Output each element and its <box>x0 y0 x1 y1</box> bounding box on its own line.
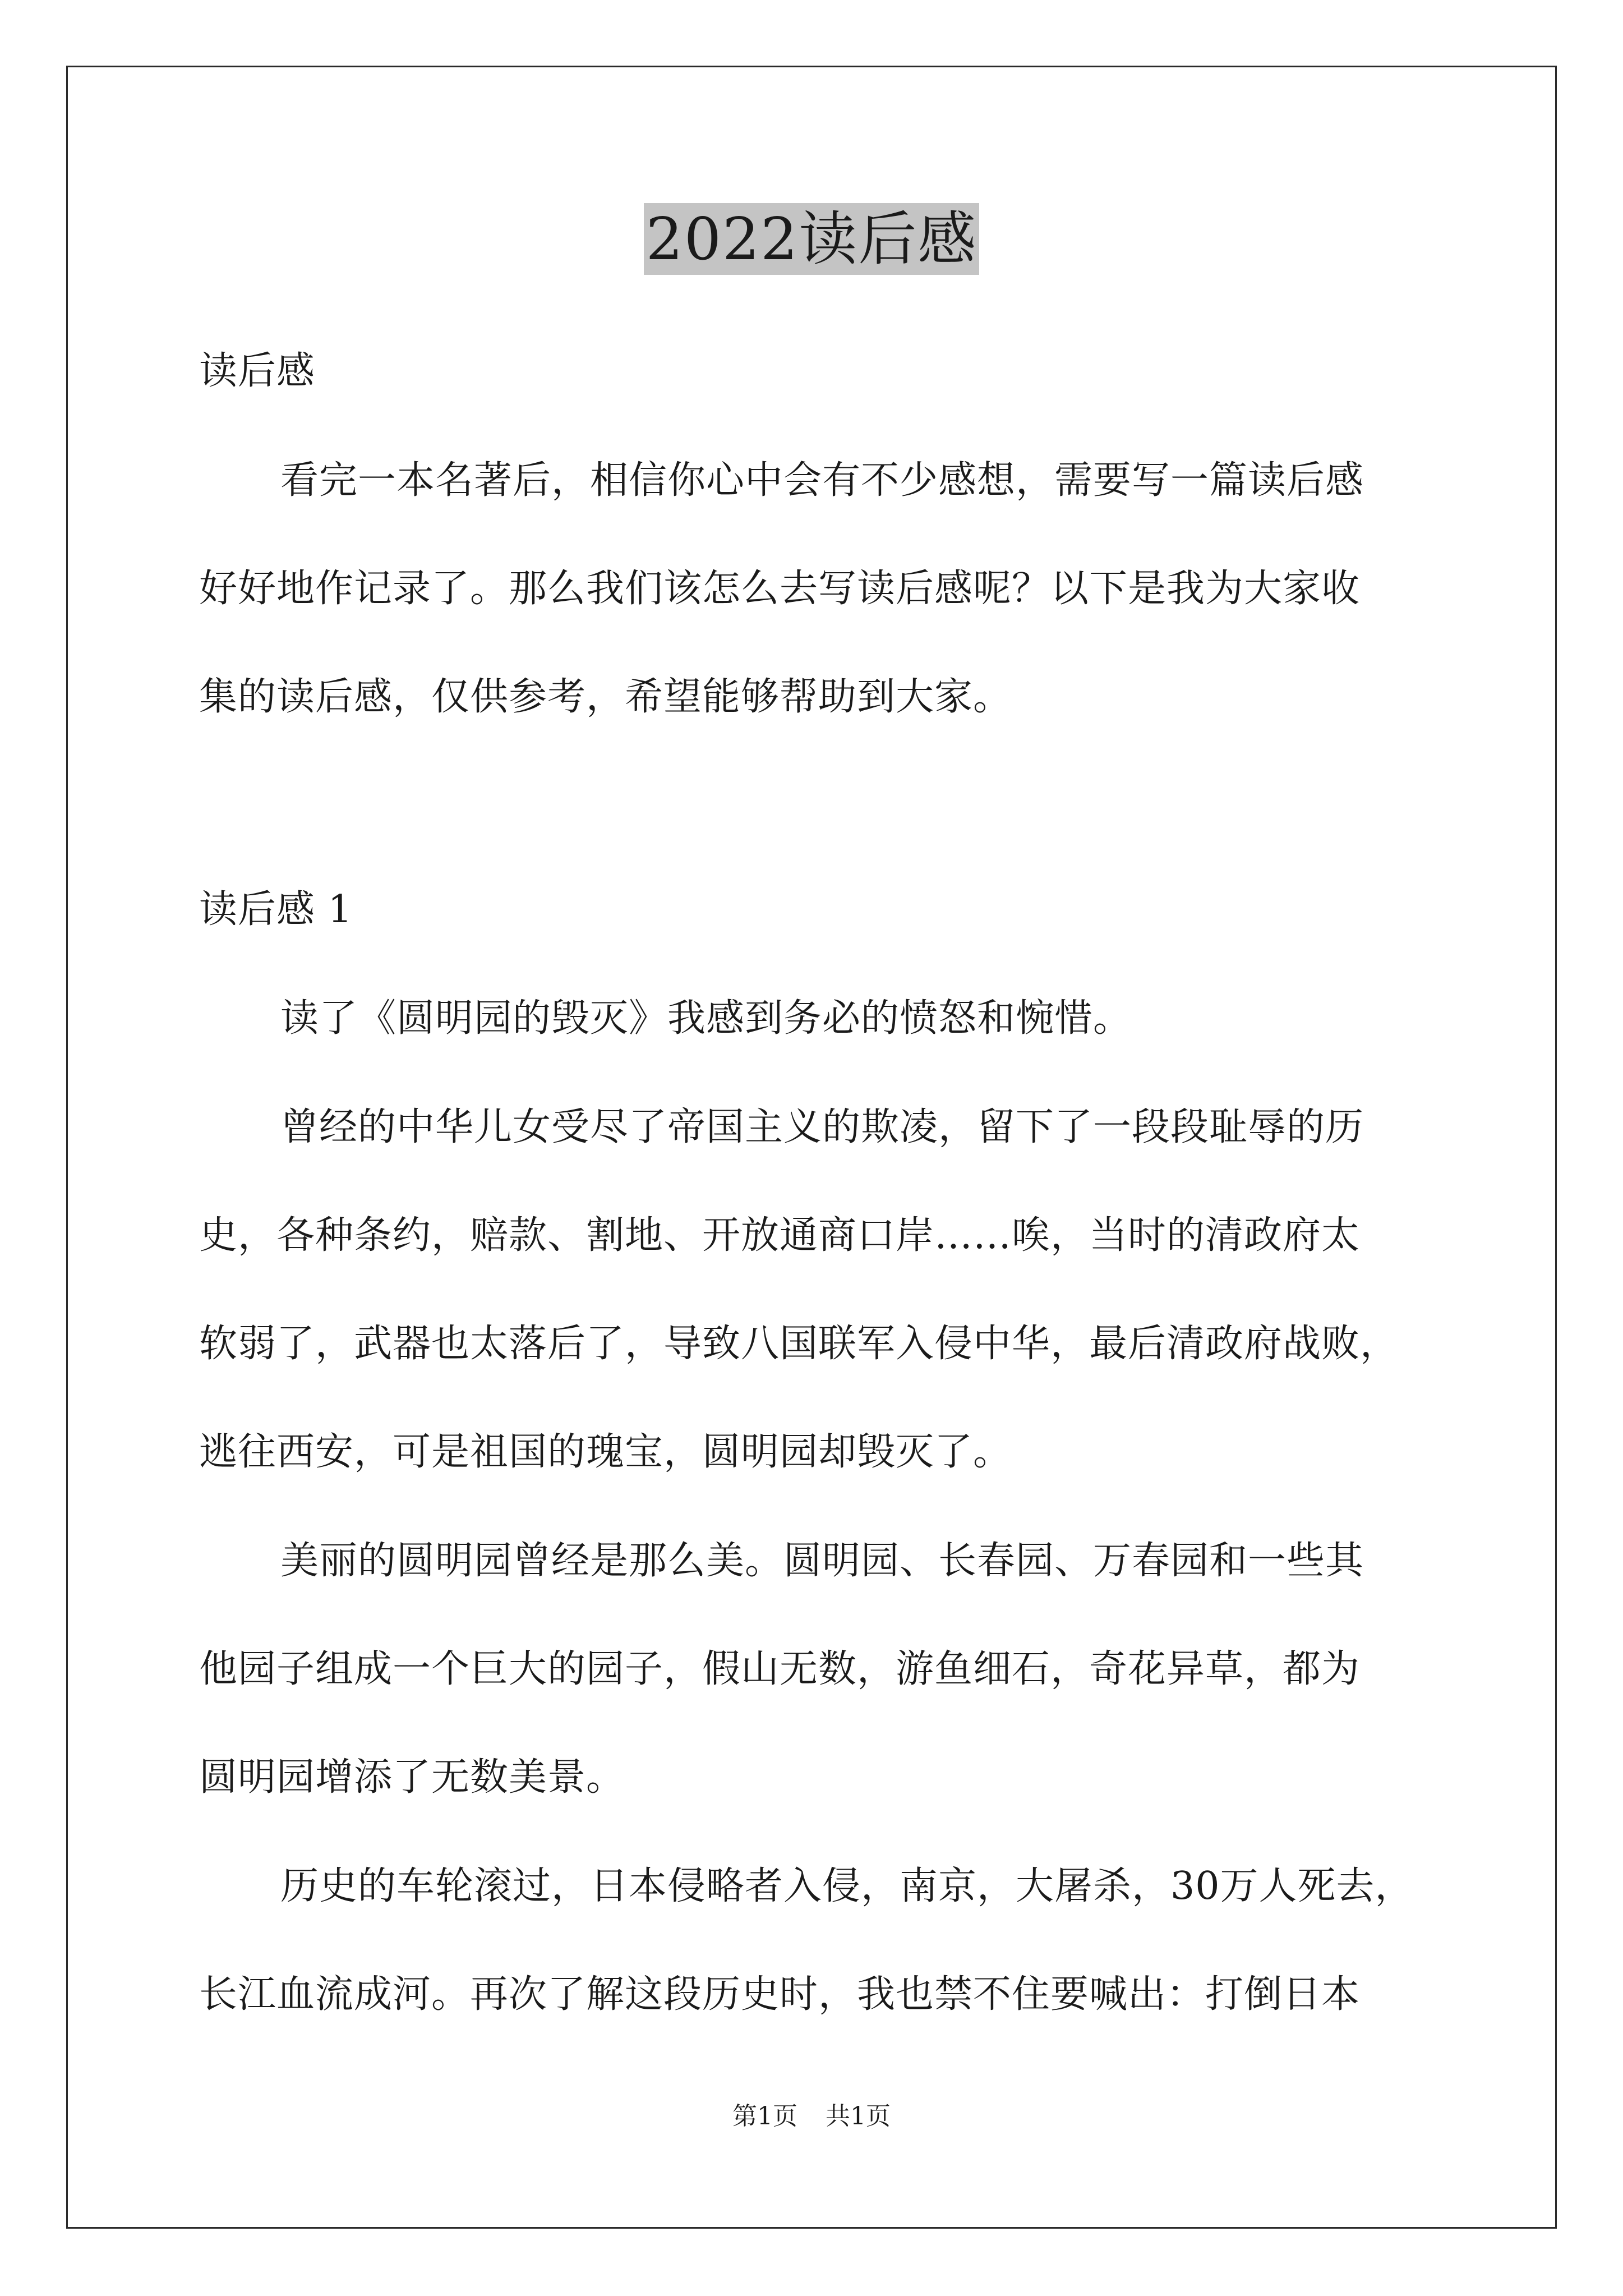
paragraph-line: 长江血流成河。再次了解这段历史时，我也禁不住要喊出：打倒日本 <box>199 1972 1361 2017</box>
paragraph-line: 圆明园增添了无数美景。 <box>199 1755 625 1800</box>
intro-line: 看完一本名著后，相信你心中会有不少感想，需要写一篇读后感 <box>280 458 1364 503</box>
paragraph-line: 史，各种条约，赔款、割地、开放通商口岸……唉，当时的清政府太 <box>199 1213 1361 1258</box>
page-number-current: 第1页 <box>732 2102 797 2131</box>
intro-heading: 读后感 <box>199 349 316 393</box>
paragraph-line: 读了《圆明园的毁灭》我感到务必的愤怒和惋惜。 <box>280 996 1132 1041</box>
paragraph-line: 软弱了，武器也太落后了，导致八国联军入侵中华，最后清政府战败， <box>199 1322 1399 1366</box>
paragraph-line: 曾经的中华儿女受尽了帝国主义的欺凌，留下了一段段耻辱的历 <box>280 1105 1364 1149</box>
page-number-total: 共1页 <box>826 2102 891 2131</box>
section-heading: 读后感 1 <box>199 887 353 932</box>
intro-line: 集的读后感，仅供参考，希望能够帮助到大家。 <box>199 675 1012 719</box>
paragraph-line: 历史的车轮滚过，日本侵略者入侵，南京，大屠杀，30万人死去， <box>280 1864 1414 1908</box>
paragraph-line: 他园子组成一个巨大的园子，假山无数，游鱼细石，奇花异草，都为 <box>199 1647 1361 1691</box>
intro-line: 好好地作记录了。那么我们该怎么去写读后感呢？以下是我为大家收 <box>199 567 1361 611</box>
title-container <box>0 203 1623 275</box>
paragraph-line: 美丽的圆明园曾经是那么美。圆明园、长春园、万春园和一些其 <box>280 1539 1364 1583</box>
paragraph-line: 逃往西安，可是祖国的瑰宝，圆明园却毁灭了。 <box>199 1430 1012 1474</box>
page-footer <box>0 2101 1623 2132</box>
document-title: 2022读后感 <box>644 203 980 275</box>
